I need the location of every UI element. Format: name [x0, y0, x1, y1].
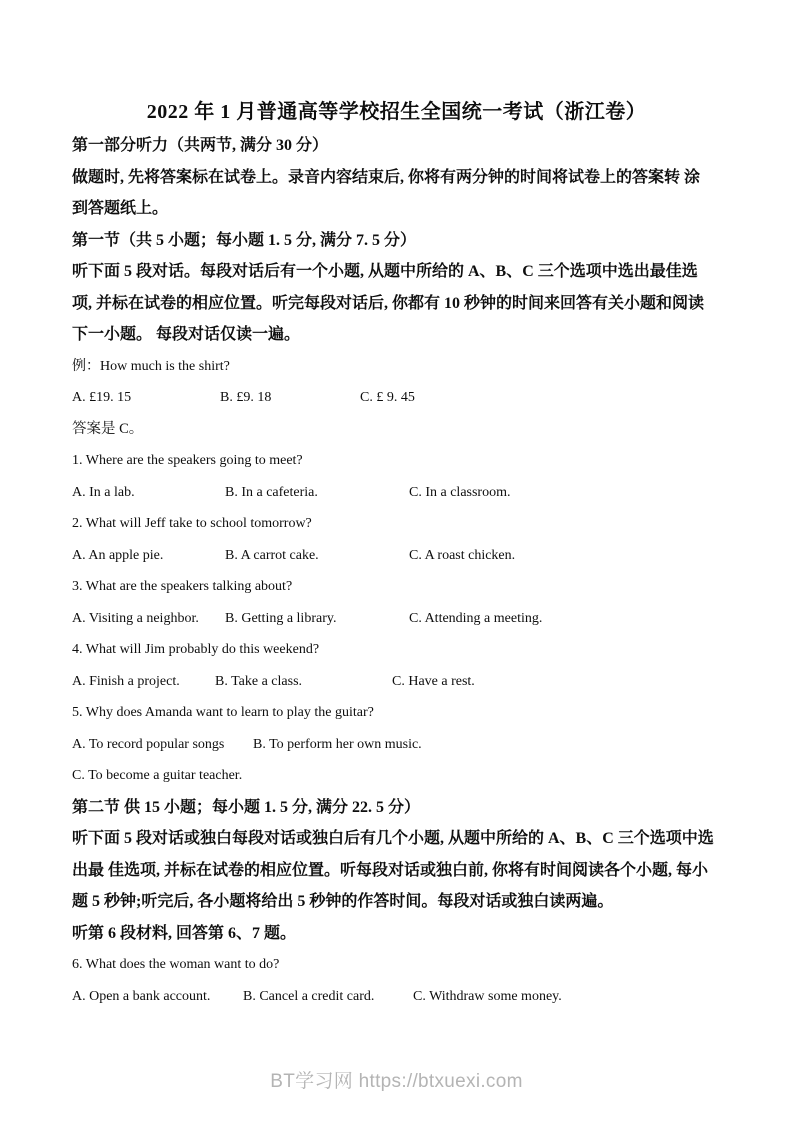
question-5-option-a: A. To record popular songs — [72, 736, 225, 752]
section1-instruction-line-3: 下一小题。 每段对话仅读一遍。 — [72, 326, 301, 343]
question-1-option-c: C. In a classroom. — [409, 484, 511, 500]
question-3-option-b: B. Getting a library. — [225, 610, 337, 626]
question-4-option-c: C. Have a rest. — [392, 673, 475, 689]
question-6-option-b: B. Cancel a credit card. — [243, 988, 375, 1004]
question-3-option-a: A. Visiting a neighbor. — [72, 610, 199, 626]
question-1-option-a: A. In a lab. — [72, 484, 135, 500]
example-option-a: A. £19. 15 — [72, 390, 132, 405]
question-2-options-row — [72, 540, 721, 572]
page-title: 2022 年 1 月普通高等学校招生全国统一考试（浙江卷） — [146, 101, 647, 123]
section2-instruction-line-1: 听下面 5 段对话或独白每段对话或独白后有几个小题, 从题中所给的 A、B、C 三个选项中选 — [72, 830, 714, 847]
question-3-prompt: 3. What are the speakers talking about? — [72, 579, 293, 594]
question-4-option-a: A. Finish a project. — [72, 673, 180, 689]
question-6-options-row — [72, 981, 721, 1013]
question-5-option-b: B. To perform her own music. — [253, 736, 422, 752]
question-5-options-row — [72, 729, 721, 761]
question-4-prompt: 4. What will Jim probably do this weekend? — [72, 642, 320, 657]
question-2-option-a: A. An apple pie. — [72, 547, 164, 563]
section1-heading: 第一节（共 5 小题；每小题 1. 5 分, 满分 7. 5 分） — [72, 231, 417, 249]
section2-material-heading: 听第 6 段材料, 回答第 6、7 题。 — [72, 924, 297, 942]
question-2-option-c: C. A roast chicken. — [409, 547, 516, 563]
section2-instruction-line-3: 题 5 秒钟;听完后, 各小题将给出 5 秒钟的作答时间。每段对话或独白读两遍。 — [72, 893, 614, 910]
question-4-options-row — [72, 666, 721, 698]
question-6-option-a: A. Open a bank account. — [72, 988, 211, 1004]
example-answer: 答案是 C。 — [72, 420, 144, 437]
example-prompt: 例：How much is the shirt? — [72, 358, 230, 374]
question-3-option-c: C. Attending a meeting. — [409, 610, 543, 626]
section2-heading: 第二节 供 15 小题；每小题 1. 5 分, 满分 22. 5 分） — [72, 798, 421, 816]
question-5-prompt: 5. Why does Amanda want to learn to play the guitar? — [72, 705, 374, 720]
section1-instruction-line-2: 项, 并标在试卷的相应位置。听完每段对话后, 你都有 10 秒钟的时间来回答有关小题和阅读 — [72, 294, 705, 312]
question-1-option-b: B. In a cafeteria. — [225, 484, 318, 500]
question-1-prompt: 1. Where are the speakers going to meet? — [72, 453, 303, 468]
watermark-text: BT学习网 https://btxuexi.com — [270, 1071, 523, 1092]
example-option-c: C. £ 9. 45 — [360, 390, 415, 405]
part1-note-line-1: 做题时, 先将答案标在试卷上。录音内容结束后, 你将有两分钟的时间将试卷上的答案转 涂 — [72, 168, 701, 186]
part1-heading: 第一部分听力（共两节, 满分 30 分） — [72, 137, 329, 154]
section2-instruction-line-2: 出最 佳选项, 并标在试卷的相应位置。听每段对话或独白前, 你将有时间阅读各个小题, 每小 — [72, 861, 709, 879]
part1-note-line-2: 到答题纸上。 — [72, 200, 169, 217]
question-4-option-b: B. Take a class. — [215, 673, 303, 689]
section1-instruction-line-1: 听下面 5 段对话。每段对话后有一个小题, 从题中所给的 A、B、C 三个选项中选出最佳选 — [72, 263, 698, 280]
example-options-row — [72, 382, 721, 414]
question-6-option-c: C. Withdraw some money. — [413, 988, 562, 1004]
question-2-prompt: 2. What will Jeff take to school tomorrow? — [72, 516, 312, 531]
question-3-options-row — [72, 603, 721, 635]
question-5-option-c: C. To become a guitar teacher. — [72, 768, 243, 783]
question-2-option-b: B. A carrot cake. — [225, 547, 319, 563]
question-1-options-row — [72, 477, 721, 509]
example-option-b: B. £9. 18 — [220, 390, 272, 405]
question-6-prompt: 6. What does the woman want to do? — [72, 957, 280, 972]
